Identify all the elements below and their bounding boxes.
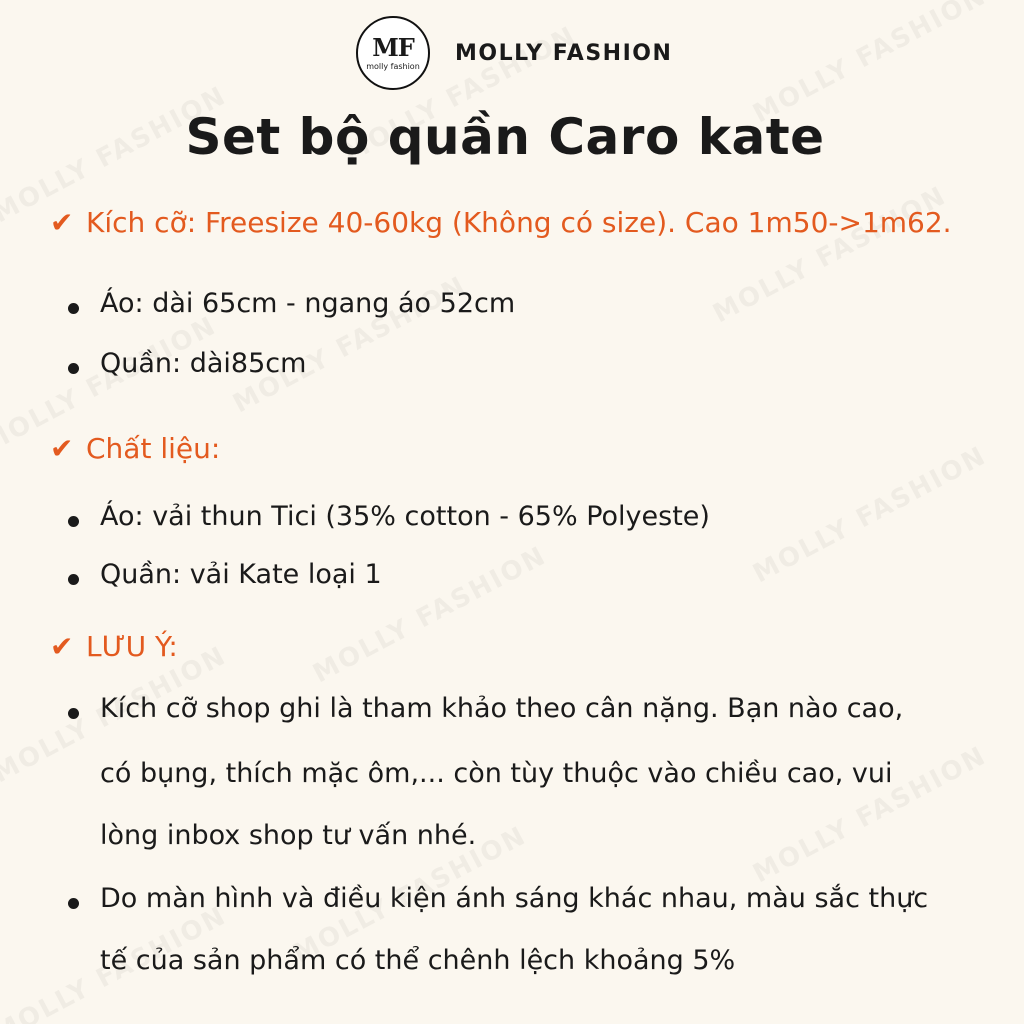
note-heading-text: LƯU Ý: (86, 630, 178, 663)
note-line: tế của sản phẩm có thể chênh lệch khoảng 5% (100, 945, 736, 976)
check-mark-icon: ✔ (50, 206, 74, 239)
size-item: Quần: dài85cm (100, 348, 307, 379)
note-line: có bụng, thích mặc ôm,... còn tùy thuộc vào chiều cao, vui (100, 758, 893, 789)
watermark (748, 441, 992, 589)
bullet-icon (68, 363, 79, 374)
bullet-icon (68, 574, 79, 585)
brand-name: MOLLY FASHION (455, 40, 673, 66)
bullet-icon (68, 516, 79, 527)
material-section-heading (50, 432, 220, 465)
check-mark-icon: ✔ (50, 432, 74, 465)
material-heading-text: Chất liệu: (86, 432, 221, 465)
note-line: Do màn hình và điều kiện ánh sáng khác nhau, màu sắc thực (100, 883, 929, 914)
bullet-icon (68, 303, 79, 314)
page-title: Set bộ quần Caro kate (185, 108, 825, 166)
bullet-icon (68, 708, 79, 719)
watermark (708, 181, 952, 329)
material-item: Áo: vải thun Tici (35% cotton - 65% Polyeste) (100, 501, 710, 532)
size-item: Áo: dài 65cm - ngang áo 52cm (100, 288, 516, 319)
bullet-icon (68, 898, 79, 909)
check-mark-icon: ✔ (50, 630, 74, 663)
material-item: Quần: vải Kate loại 1 (100, 559, 382, 590)
note-line: Kích cỡ shop ghi là tham khảo theo cân nặng. Bạn nào cao, (100, 693, 904, 724)
size-section-heading (50, 206, 952, 239)
size-heading-text: Kích cỡ: Freesize 40-60kg (Không có size). Cao 1m50->1m62. (86, 206, 952, 239)
header (356, 16, 672, 90)
note-line: lòng inbox shop tư vấn nhé. (100, 820, 477, 851)
note-section-heading (50, 630, 178, 663)
logo-subtitle: molly fashion (366, 61, 420, 71)
logo-monogram: MF (372, 32, 414, 62)
brand-logo (356, 16, 430, 90)
